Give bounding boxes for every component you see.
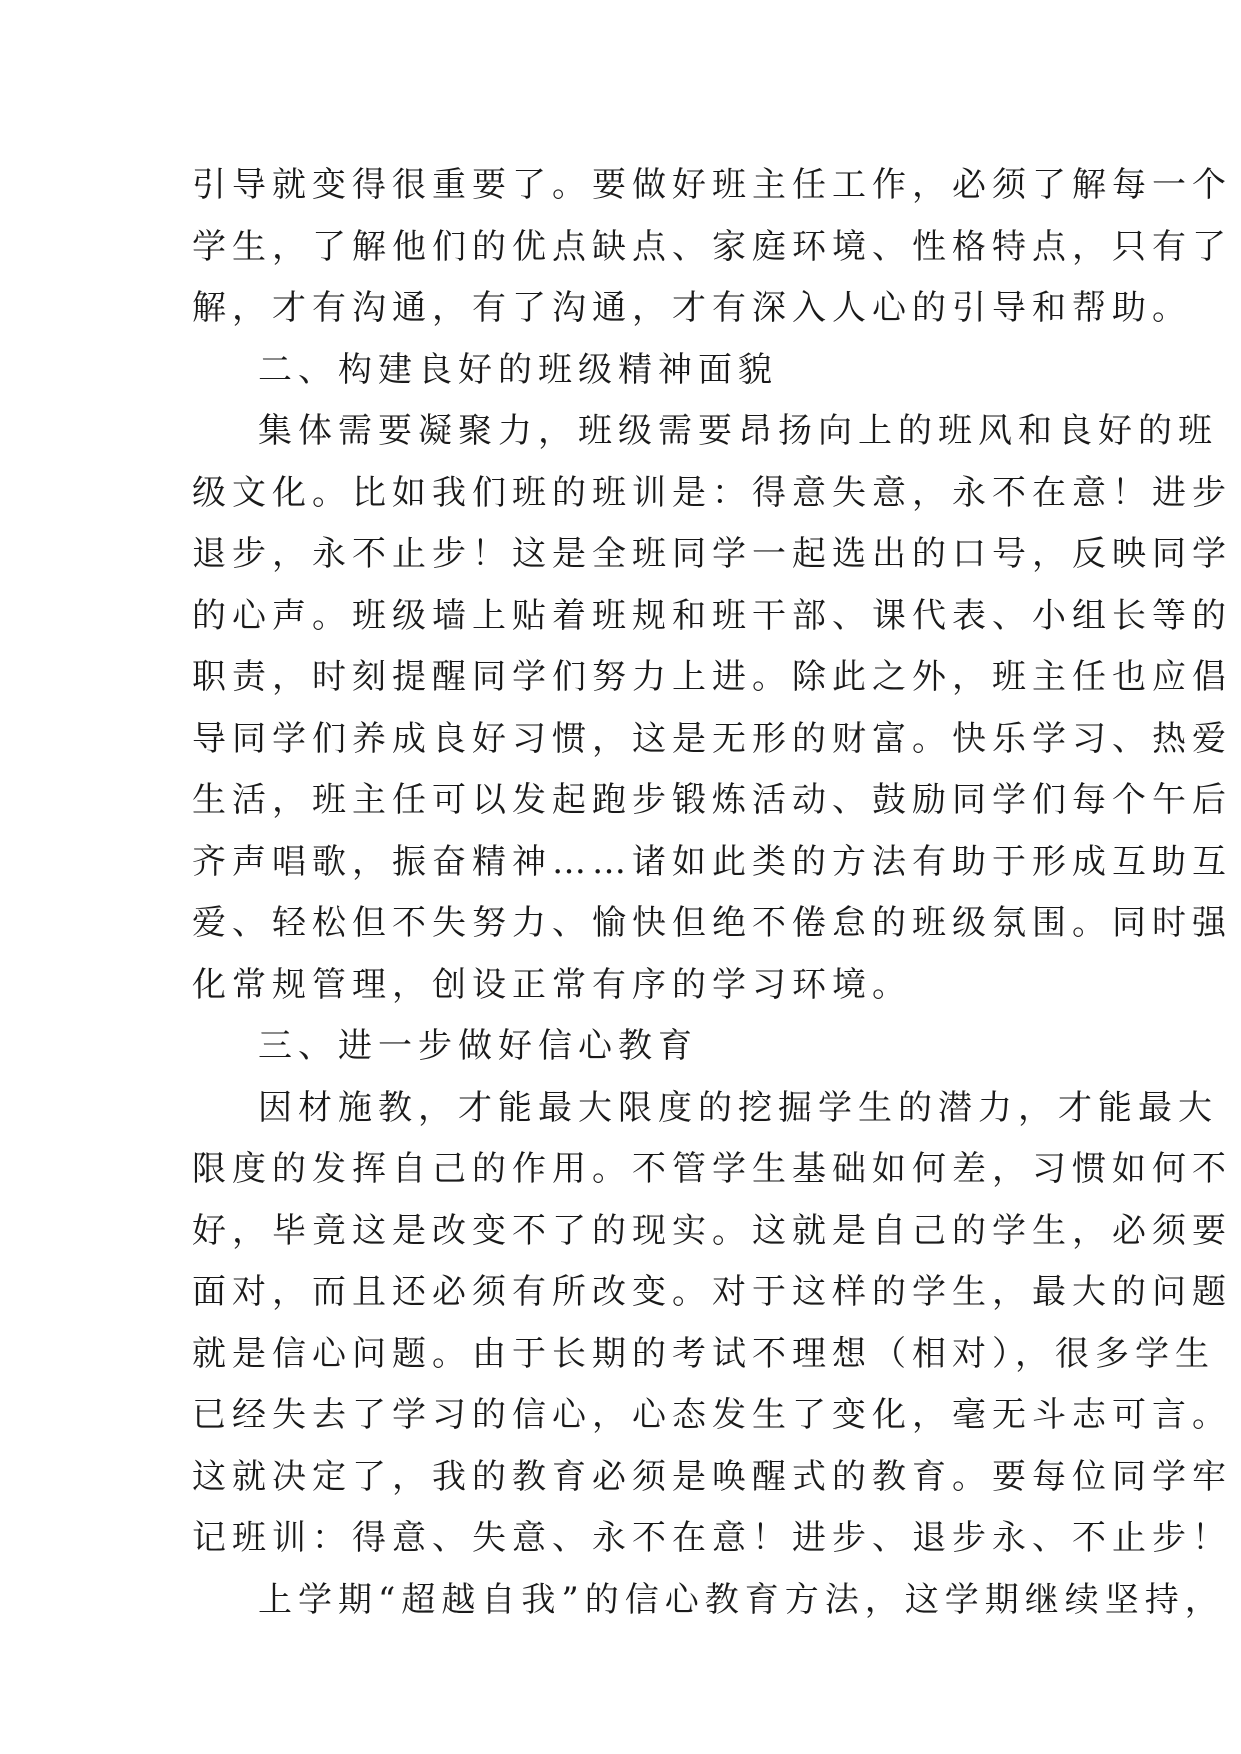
text-line: 齐声唱歌，振奋精神……诸如此类的方法有助于形成互助互 <box>192 841 1232 882</box>
body-text <box>192 155 1232 1631</box>
text-line: 引导就变得很重要了。要做好班主任工作，必须了解每一个 <box>192 165 1232 205</box>
text-line: 导同学们养成良好习惯，这是无形的财富。快乐学习、热爱 <box>192 718 1232 759</box>
text-line: 级文化。比如我们班的班训是：得意失意，永不在意！进步 <box>192 472 1232 513</box>
text-line: 记班训：得意、失意、永不在意！进步、退步永、不止步！ <box>192 1518 1232 1558</box>
text-line: 这就决定了，我的教育必须是唤醒式的教育。要每位同学牢 <box>192 1456 1232 1497</box>
text-line: 面对，而且还必须有所改变。对于这样的学生，最大的问题 <box>192 1272 1232 1312</box>
text-line: 解，才有沟通，有了沟通，才有深入人心的引导和帮助。 <box>192 288 1192 328</box>
section-heading: 二、构建良好的班级精神面貌 <box>258 349 778 390</box>
text-line: 上学期“超越自我”的信心教育方法，这学期继续坚持， <box>258 1579 1225 1620</box>
text-line: 已经失去了学习的信心，心态发生了变化，毫无斗志可言。 <box>192 1395 1232 1435</box>
text-line: 职责，时刻提醒同学们努力上进。除此之外，班主任也应倡 <box>192 657 1232 697</box>
text-line: 集体需要凝聚力，班级需要昂扬向上的班风和良好的班 <box>258 411 1218 451</box>
text-line: 生活，班主任可以发起跑步锻炼活动、鼓励同学们每个午后 <box>192 780 1232 820</box>
text-line: 学生，了解他们的优点缺点、家庭环境、性格特点，只有了 <box>192 226 1232 267</box>
text-line: 就是信心问题。由于长期的考试不理想（相对），很多学生 <box>192 1333 1215 1374</box>
text-line: 限度的发挥自己的作用。不管学生基础如何差，习惯如何不 <box>192 1149 1232 1189</box>
text-line: 因材施教，才能最大限度的挖掘学生的潜力，才能最大 <box>258 1087 1218 1128</box>
text-line: 爱、轻松但不失努力、愉快但绝不倦怠的班级氛围。同时强 <box>192 903 1232 943</box>
section-heading: 三、进一步做好信心教育 <box>258 1026 698 1066</box>
text-line: 化常规管理，创设正常有序的学习环境。 <box>192 964 912 1005</box>
text-line: 的心声。班级墙上贴着班规和班干部、课代表、小组长等的 <box>192 595 1232 636</box>
text-line: 好，毕竟这是改变不了的现实。这就是自己的学生，必须要 <box>192 1210 1232 1251</box>
text-line: 退步，永不止步！这是全班同学一起选出的口号，反映同学 <box>192 534 1232 574</box>
